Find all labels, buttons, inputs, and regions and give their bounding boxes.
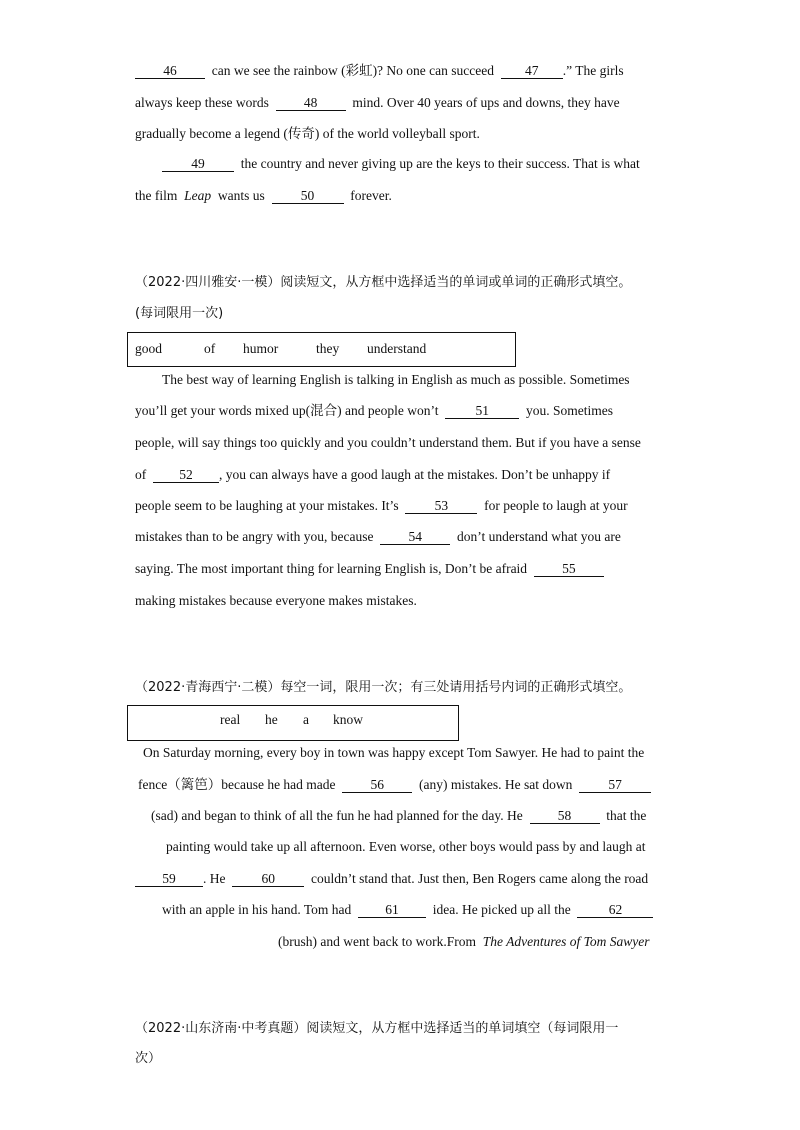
text: couldn’t stand that. Just then, Ben Rogers came along the road xyxy=(311,871,649,886)
passage2-line1: The best way of learning English is talking in English as much as possible. Sometimes xyxy=(162,372,630,387)
book-title: The Adventures of Tom Sawyer xyxy=(482,934,650,949)
film-title: Leap xyxy=(184,188,212,203)
word-a: a xyxy=(303,712,309,727)
passage3-line3 xyxy=(151,807,646,825)
passage3-line6 xyxy=(162,901,653,919)
blank-51[interactable]: 51 xyxy=(445,403,519,419)
text: gradually become a legend (传奇) of the world volleyball sport. xyxy=(135,126,480,141)
passage2-line6 xyxy=(135,528,621,546)
blank-57[interactable]: 57 xyxy=(579,777,651,793)
word-he: he xyxy=(265,712,278,727)
blank-49[interactable]: 49 xyxy=(162,156,234,172)
word-they: they xyxy=(316,341,340,356)
passage2-line5 xyxy=(135,497,628,515)
text: people seem to be laughing at your mistakes. It’s xyxy=(135,498,399,513)
blank-59[interactable]: 59 xyxy=(135,871,203,887)
blank-54[interactable]: 54 xyxy=(380,529,450,545)
text: mistakes than to be angry with you, because xyxy=(135,529,374,544)
section4-heading-cont: 次） xyxy=(135,1051,162,1066)
passage3-line4: painting would take up all afternoon. Even worse, other boys would pass by and laugh at xyxy=(166,839,646,854)
blank-61[interactable]: 61 xyxy=(358,902,426,918)
passage2-line3: people, will say things too quickly and you couldn’t understand them. But if you have a sense xyxy=(135,435,641,450)
section2-heading: （2022·四川雅安·一模）阅读短文，从方框中选择适当的单词或单词的正确形式填空。 xyxy=(135,275,632,290)
passage1-line2 xyxy=(135,94,620,112)
passage1-line3 xyxy=(135,125,480,143)
text: that the xyxy=(606,808,647,823)
passage3-line2 xyxy=(138,776,651,794)
word-of: of xyxy=(204,341,216,356)
text: forever. xyxy=(350,188,392,203)
passage1-line4 xyxy=(162,155,640,173)
blank-46[interactable]: 46 xyxy=(135,63,205,79)
passage3-line1: On Saturday morning, every boy in town was happy except Tom Sawyer. He had to paint the xyxy=(143,745,645,760)
text: always keep these words xyxy=(135,95,269,110)
blank-56[interactable]: 56 xyxy=(342,777,412,793)
text: mind. Over 40 years of ups and downs, they have xyxy=(352,95,620,110)
blank-53[interactable]: 53 xyxy=(405,498,477,514)
text: (any) mistakes. He sat down xyxy=(419,777,573,792)
text: saying. The most important thing for learning English is, Don’t be afraid xyxy=(135,561,528,576)
text: fence（篱笆）because he had made xyxy=(138,777,336,792)
word-box-2 xyxy=(127,705,459,741)
word-real: real xyxy=(220,712,241,727)
text: of xyxy=(135,467,147,482)
text: idea. He picked up all the xyxy=(432,902,571,917)
section4-heading: （2022·山东济南·中考真题）阅读短文，从方框中选择适当的单词填空（每词限用一 xyxy=(135,1021,619,1036)
blank-48[interactable]: 48 xyxy=(276,95,346,111)
passage2-line7 xyxy=(135,560,604,578)
passage2-line8: making mistakes because everyone makes mistakes. xyxy=(135,593,417,608)
text: with an apple in his hand. Tom had xyxy=(162,902,352,917)
blank-58[interactable]: 58 xyxy=(530,808,600,824)
blank-50[interactable]: 50 xyxy=(272,188,344,204)
blank-62[interactable]: 62 xyxy=(577,902,653,918)
text: wants us xyxy=(217,188,265,203)
passage3-line5 xyxy=(135,870,648,888)
text: .” The girls xyxy=(562,63,624,78)
blank-55[interactable]: 55 xyxy=(534,561,604,577)
word-understand: understand xyxy=(367,341,427,356)
word-humor: humor xyxy=(243,341,279,356)
text: you. Sometimes xyxy=(525,403,613,418)
word-know: know xyxy=(333,712,363,727)
passage1-line5 xyxy=(135,187,392,205)
word-good: good xyxy=(135,341,162,356)
blank-60[interactable]: 60 xyxy=(232,871,304,887)
section3-heading: （2022·青海西宁·二模）每空一词，限用一次；有三处请用括号内词的正确形式填空。 xyxy=(135,680,632,695)
text: , you can always have a good laugh at the mistakes. Don’t be unhappy if xyxy=(219,467,611,482)
text: you’ll get your words mixed up(混合) and people won’t xyxy=(135,403,439,418)
blank-47[interactable]: 47 xyxy=(501,63,563,79)
text: for people to laugh at your xyxy=(484,498,628,513)
text: can we see the rainbow (彩虹)? No one can succeed xyxy=(211,63,494,78)
passage1-line1 xyxy=(135,62,624,80)
text: (brush) and went back to work.From xyxy=(278,934,476,949)
passage3-line7 xyxy=(278,933,649,951)
passage2-line2 xyxy=(135,402,613,420)
passage2-line4 xyxy=(135,466,610,484)
section2-heading-cont: (每词限用一次) xyxy=(135,306,224,321)
text: the country and never giving up are the keys to their success. That is what xyxy=(240,156,640,171)
text: the film xyxy=(135,188,178,203)
text: don’t understand what you are xyxy=(456,529,621,544)
text: (sad) and began to think of all the fun he had planned for the day. He xyxy=(151,808,523,823)
blank-52[interactable]: 52 xyxy=(153,467,219,483)
text: . He xyxy=(203,871,226,886)
